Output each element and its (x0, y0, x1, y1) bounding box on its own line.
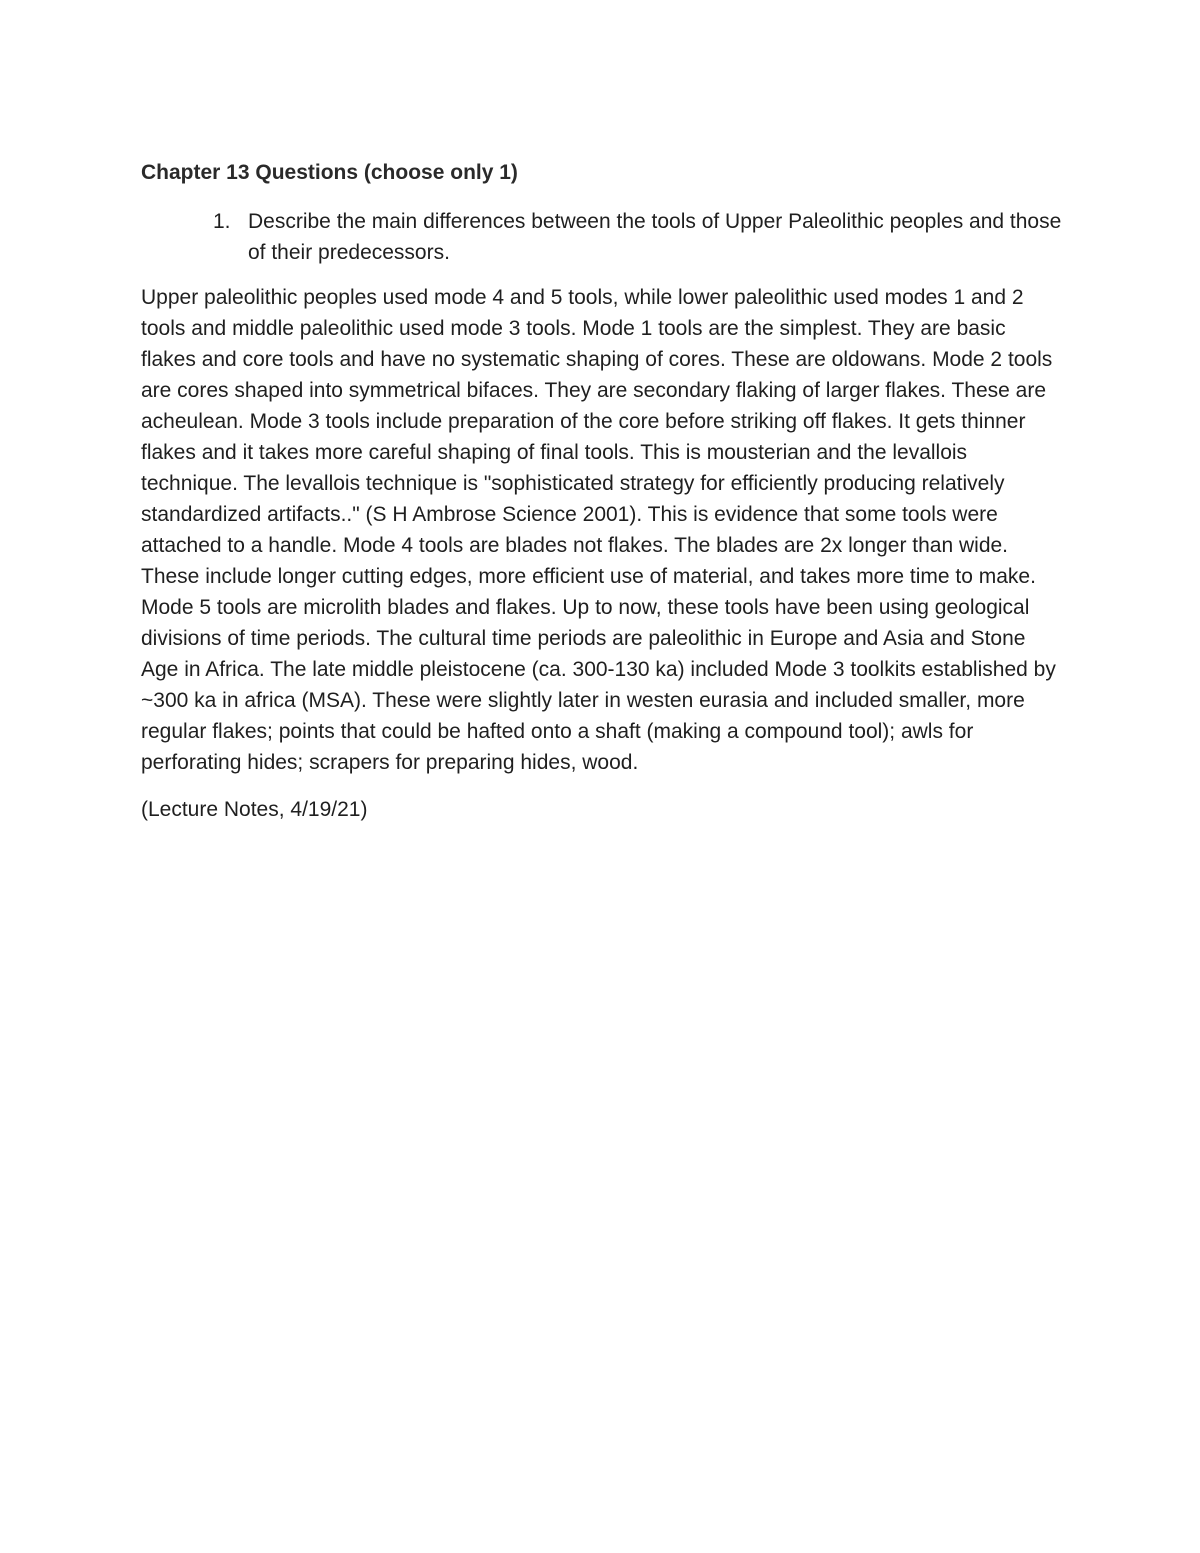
answer-paragraph: Upper paleolithic peoples used mode 4 and 5 tools, while lower paleolithic used modes 1 and 2 tools and middle paleolithic used mode 3 tools. Mode 1 tools are the simplest. They are basic flakes and core tools and have no systematic shaping of cores. These are oldowans. Mode 2 tools are cores shaped into symmetrical bifaces. They are secondary flaking of larger flakes. These are acheulean. Mode 3 tools include preparation of the core before striking off flakes. It gets thinner flakes and it takes more careful shaping of final tools. This is mousterian and the levallois technique. The levallois technique is "sophisticated strategy for efficiently producing relatively standardized artifacts.." (S H Ambrose Science 2001). This is evidence that some tools were attached to a handle. Mode 4 tools are blades not flakes. The blades are 2x longer than wide. These include longer cutting edges, more efficient use of material, and takes more time to make. Mode 5 tools are microlith blades and flakes. Up to now, these tools have been using geological divisions of time periods. The cultural time periods are paleolithic in Europe and Asia and Stone Age in Africa. The late middle pleistocene (ca. 300-130 ka) included Mode 3 toolkits established by ~300 ka in africa (MSA). These were slightly later in westen eurasia and included smaller, more regular flakes; points that could be hafted onto a shaft (making a compound tool); awls for perforating hides; scrapers for preparing hides, wood. (141, 286, 1056, 774)
page-title: Chapter 13 Questions (choose only 1) (141, 161, 518, 184)
question-text: Describe the main differences between the tools of Upper Paleolithic peoples and those of their predecessors. (248, 210, 1062, 264)
question-number: 1. (213, 210, 231, 233)
document-page (141, 158, 1066, 825)
citation: (Lecture Notes, 4/19/21) (141, 798, 368, 821)
question-list (141, 206, 1066, 268)
question-item (141, 206, 1066, 268)
